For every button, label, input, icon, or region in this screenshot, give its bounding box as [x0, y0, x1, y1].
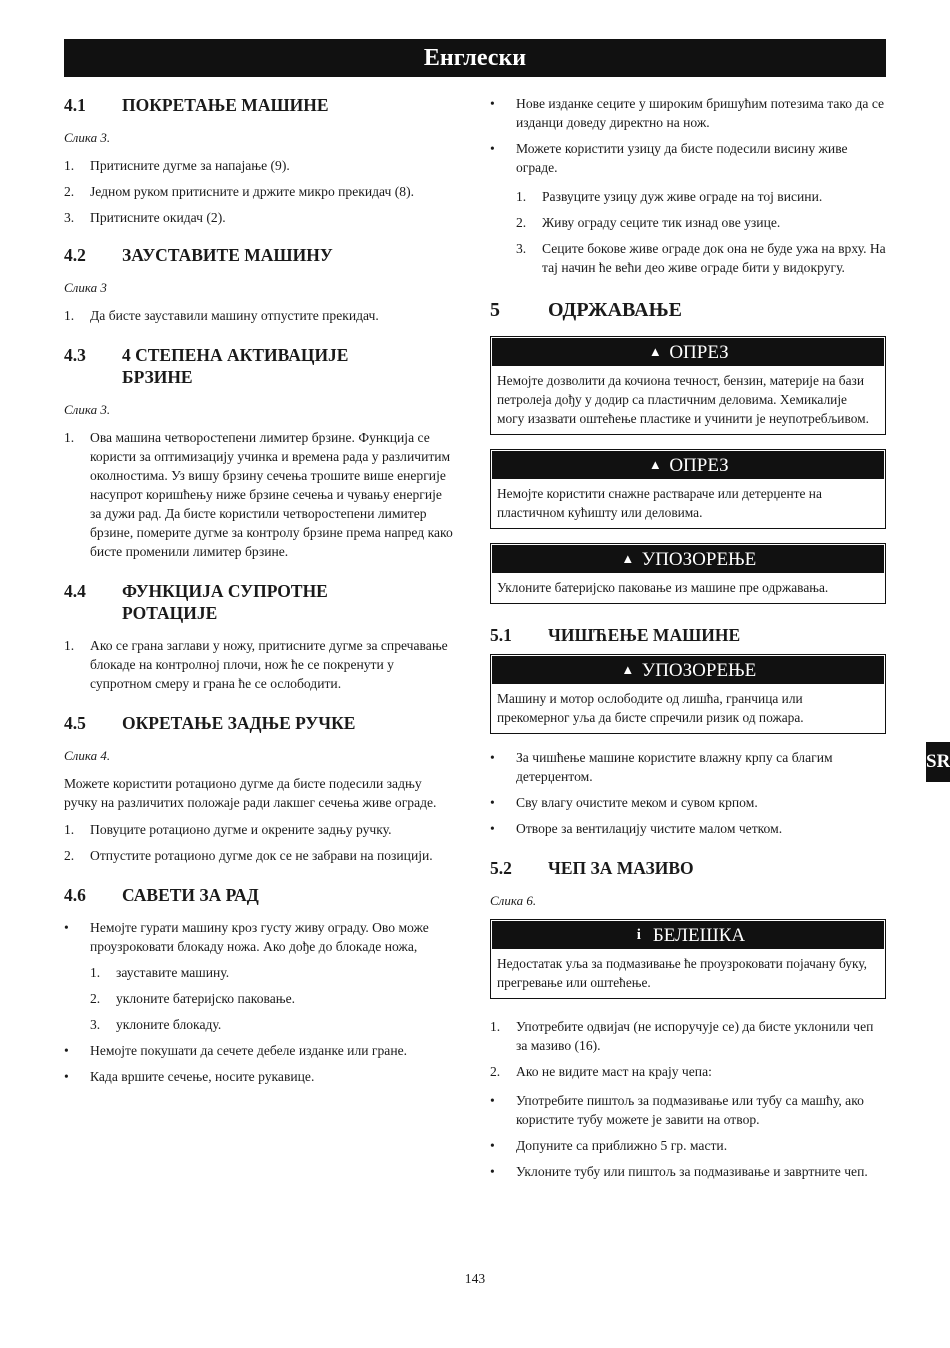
list-item: • Уклоните тубу или пиштољ за подмазивање и завртните чеп. [490, 1164, 868, 1179]
page-title: Енглески [64, 39, 886, 77]
sub-list-item: 2. Живу ограду сеците тик изнад ове узице. [516, 215, 781, 230]
section-5-1-heading: 5.1 ЧИШЋЕЊЕ МАШИНЕ [490, 625, 741, 645]
section-4-4-heading: 4.4 ФУНКЦИЈА СУПРОТНЕ РОТАЦИЈЕ [64, 581, 328, 623]
section-4-2-heading: 4.2 ЗАУСТАВИТЕ МАШИНУ [64, 245, 333, 265]
bullet-list [64, 918, 456, 1086]
figure-reference: Слика 3. [64, 402, 111, 417]
list-item: 1. Повуците ротационо дугме и окрените задњу ручку. [64, 822, 392, 837]
left-column [64, 94, 456, 1093]
list-item: • Можете користити узицу да бисте подесили висину живе ограде. [490, 141, 848, 175]
list-item: • За чишћење машине користите влажну крпу са благим детерџентом. [490, 750, 833, 784]
bullet-list [490, 94, 886, 277]
note-box [490, 919, 886, 999]
warning-text: Машину и мотор ослободите од лишћа, гранчица или прекомерног уља да бисте спречили ризик од пожара. [497, 691, 804, 725]
info-icon: i [636, 927, 641, 943]
list-item: • Када вршите сечење, носите рукавице. [64, 1069, 315, 1084]
sub-list-item: 1. Развуците узицу дуж живе ограде на тој висини. [516, 189, 823, 204]
warning-box [490, 654, 886, 734]
section-4-1-heading: 4.1 ПОКРЕТАЊЕ МАШИНЕ [64, 95, 329, 115]
note-text: Недостатак уља за подмазивање ће проузроковати појачану буку, прегревање или оштећење. [497, 956, 868, 990]
right-column [490, 94, 886, 1188]
figure-reference: Слика 3 [64, 280, 107, 295]
sub-list-item: 3. Сеците бокове живе ограде док она не буде ужа на врху. На тај начин ће већи део живе ограде бити у видокругу. [516, 241, 886, 275]
sub-list-item: 2. уклоните батеријско паковање. [90, 991, 296, 1006]
list-item: 3. Притисните окидач (2). [64, 210, 226, 225]
section-4-3-heading: 4.3 4 СТЕПЕНА АКТИВАЦИЈЕ БРЗИНЕ [64, 345, 349, 387]
bullet-list [490, 748, 886, 838]
caution-header: ▲ ОПРЕЗ [492, 451, 884, 479]
warning-box [490, 543, 886, 604]
steps-list [64, 428, 456, 561]
list-item: • Отворе за вентилацију чистите малом четком. [490, 821, 783, 836]
steps-list [64, 820, 456, 865]
section-5-heading: 5 ОДРЖАВАЊЕ [490, 299, 682, 321]
language-tab-label: SR [926, 751, 950, 772]
paragraph: Можете користити ротационо дугме да бисте подесили задњу ручку на различитих положаје ради лакшег сечења живе ограде. [64, 776, 437, 810]
warning-text: Уклоните батеријско паковање из машине пре одржавања. [497, 580, 829, 595]
warning-triangle-icon: ▲ [621, 662, 635, 677]
list-item: 2. Једном руком притисните и држите микро прекидач (8). [64, 184, 415, 199]
section-4-6-heading: 4.6 САВЕТИ ЗА РАД [64, 885, 259, 905]
sub-list-item: 1. зауставите машину. [90, 965, 230, 980]
steps-list [64, 306, 456, 325]
page-number: 143 [464, 1271, 486, 1286]
list-item: 1. Употребите одвијач (не испоручује се) да бисте уклонили чеп за мазиво (16). [490, 1019, 874, 1053]
list-item: • Допуните са приближно 5 гр. масти. [490, 1138, 728, 1153]
list-item: • Немојте покушати да сечете дебеле изданке или гране. [64, 1043, 408, 1058]
caution-text: Немојте дозволити да кочиона течност, бензин, материје на бази петролеја дођу у додир са пластичним деловима. Хемикалије могу изазвати оштећење пластике и учинити је неупотребљивом. [497, 373, 869, 426]
caution-box [490, 449, 886, 529]
list-item: • Немојте гурати машину кроз густу живу ограду. Ово може проузроковати блокаду ножа. Ако дође до блокаде ножа, [64, 920, 429, 954]
section-4-5-heading: 4.5 ОКРЕТАЊЕ ЗАДЊЕ РУЧКЕ [64, 713, 356, 733]
figure-reference: Слика 3. [64, 130, 111, 145]
steps-list [490, 1017, 886, 1081]
warning-triangle-icon: ▲ [648, 344, 662, 359]
list-item: • Употребите пиштољ за подмазивање или тубу са машћу, ако користите тубу можете је завити на отвор. [490, 1093, 864, 1127]
list-item: 1. Ова машина четворостепени лимитер брзине. Функција се користи за оптимизацију учинка и времена рада у различитим околностима. Уз вишу брзину сечења трошите више енергије насупрот коришћењу ниже брзине сечења и чувању енергије за дужи рад. Да бисте користили четворостепени лимитер брзине, померите дугме за контролу брзине према напред како бисте променили лимитер брзине. [64, 430, 453, 559]
warning-triangle-icon: ▲ [621, 551, 635, 566]
language-tab [926, 742, 950, 782]
list-item: 2. Ако не видите маст на крају чепа: [490, 1064, 712, 1079]
list-item: • Нове изданке сеците у широким бришућим потезима тако да се изданци доведу директно на нож. [490, 96, 885, 130]
warning-header: ▲ УПОЗОРЕЊЕ [492, 545, 884, 573]
list-item: 2. Отпустите ротационо дугме док се не забрави на позицији. [64, 848, 433, 863]
list-item: 1. Притисните дугме за напајање (9). [64, 158, 290, 173]
warning-triangle-icon: ▲ [648, 457, 662, 472]
note-header: i БЕЛЕШКА [492, 921, 884, 949]
list-item: 1. Да бисте зауставили машину отпустите прекидач. [64, 308, 379, 323]
caution-text: Немојте користити снажне раствараче или детерџенте на пластичном кућишту или деловима. [497, 486, 822, 520]
list-item: • Сву влагу очистите меком и сувом крпом. [490, 795, 758, 810]
list-item: 1. Ако се грана заглави у ножу, притисните дугме за спречавање блокаде на контролној плочи, нож ће се покренути у супротном смеру и грана ће се ослободити. [64, 638, 448, 691]
figure-reference: Слика 4. [64, 748, 111, 763]
caution-box [490, 336, 886, 435]
sub-list-item: 3. уклоните блокаду. [90, 1017, 222, 1032]
figure-reference: Слика 6. [490, 893, 537, 908]
caution-header: ▲ ОПРЕЗ [492, 338, 884, 366]
warning-header: ▲ УПОЗОРЕЊЕ [492, 656, 884, 684]
steps-list [64, 156, 456, 227]
section-5-2-heading: 5.2 ЧЕП ЗА МАЗИВО [490, 858, 694, 878]
bullet-list [490, 1091, 886, 1181]
steps-list [64, 636, 456, 693]
